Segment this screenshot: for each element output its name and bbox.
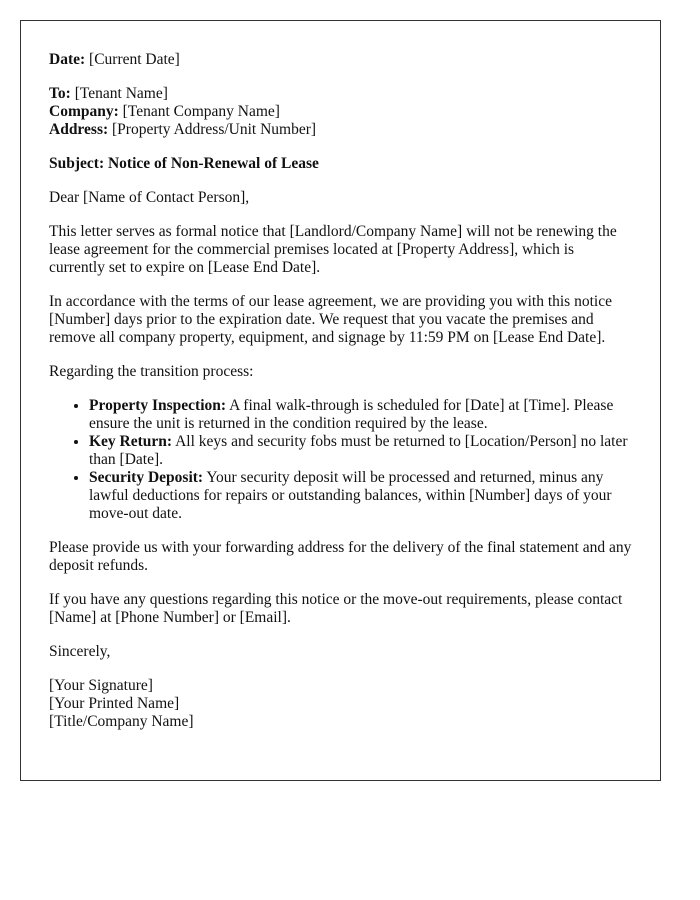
list-item-security-deposit [89, 469, 632, 523]
list-item-property-inspection [89, 397, 632, 433]
company-label: Company: [49, 103, 119, 120]
body-paragraph-2: In accordance with the terms of our lease agreement, we are providing you with this notice [Number] days prior to the expiration date. We request that you vacate the premises and remove all company property, equipment, and signage by 11:59 PM on [Lease End Date]. [49, 293, 612, 346]
company-value: [Tenant Company Name] [122, 103, 280, 120]
date-value: [Current Date] [89, 51, 180, 68]
body-paragraph-4: If you have any questions regarding this notice or the move-out requirements, please contact [Name] at [Phone Number] or [Email]. [49, 591, 623, 626]
signature-block [49, 677, 632, 731]
date-line [49, 51, 632, 69]
title-company-line: [Title/Company Name] [49, 713, 194, 730]
subject-text: Subject: Notice of Non-Renewal of Lease [49, 155, 319, 172]
list-item-text: All keys and security fobs must be returned to [Location/Person] no later than [Date]. [89, 433, 628, 468]
recipient-block [49, 85, 632, 139]
address-line [49, 121, 632, 139]
to-line [49, 85, 632, 103]
printed-name-line: [Your Printed Name] [49, 695, 180, 712]
address-label: Address: [49, 121, 109, 138]
body-paragraph-3: Please provide us with your forwarding address for the delivery of the final statement and any deposit refunds. [49, 539, 632, 574]
list-item-key-return [89, 433, 632, 469]
list-item-text: A final walk-through is scheduled for [Date] at [Time]. Please ensure the unit is returned in the condition required by the lease. [89, 397, 614, 432]
list-item-label: Key Return: [89, 433, 173, 450]
transition-intro: Regarding the transition process: [49, 363, 254, 380]
salutation: Dear [Name of Contact Person], [49, 189, 250, 206]
signature-line: [Your Signature] [49, 677, 153, 694]
letter-container [20, 20, 661, 781]
list-item-label: Security Deposit: [89, 469, 204, 486]
body-paragraph-1: This letter serves as formal notice that [Landlord/Company Name] will not be renewing the lease agreement for the commercial premises located at [Property Address], which is currently set to expire on [Lease End Date]. [49, 223, 617, 276]
closing: Sincerely, [49, 643, 111, 660]
to-value: [Tenant Name] [74, 85, 168, 102]
subject-line [49, 155, 632, 173]
address-value: [Property Address/Unit Number] [112, 121, 317, 138]
transition-list [49, 397, 632, 523]
to-label: To: [49, 85, 71, 102]
date-label: Date: [49, 51, 86, 68]
list-item-text: Your security deposit will be processed and returned, minus any lawful deductions for repairs or outstanding balances, within [Number] days of your move-out date. [89, 469, 612, 522]
list-item-label: Property Inspection: [89, 397, 227, 414]
company-line [49, 103, 632, 121]
